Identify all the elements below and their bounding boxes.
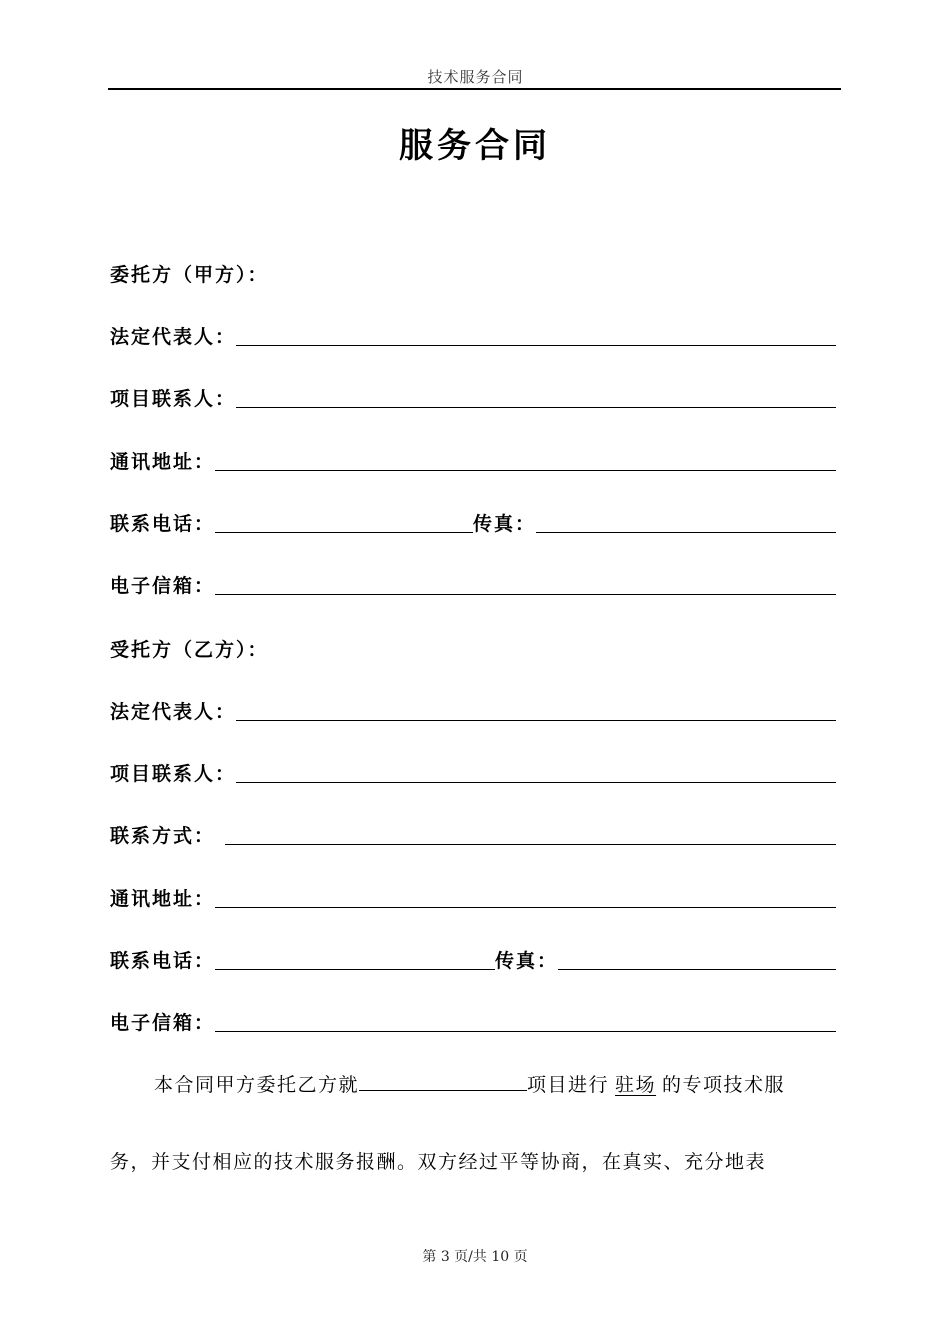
body-paragraph-line-2: 务，并支付相应的技术服务报酬。双方经过平等协商，在真实、充分地表 xyxy=(110,1151,767,1173)
header-rule xyxy=(108,88,841,90)
party-b-contact-method-blank[interactable] xyxy=(225,844,836,845)
party-a-phone-blank[interactable] xyxy=(215,532,473,533)
party-b-legal-rep-label: 法定代表人： xyxy=(110,701,237,723)
party-b-phone-blank[interactable] xyxy=(215,969,495,970)
party-a-legal-rep-blank[interactable] xyxy=(236,345,836,346)
page-header: 技术服务合同 xyxy=(427,68,524,86)
body-text-part-1: 本合同甲方委托乙方就 xyxy=(154,1074,360,1096)
party-b-email-blank[interactable] xyxy=(215,1031,836,1032)
party-a-fax-label: 传真： xyxy=(473,513,537,535)
party-b-contact-person-blank[interactable] xyxy=(236,782,836,783)
party-b-phone-label: 联系电话： xyxy=(110,950,216,972)
party-a-heading: 委托方（甲方）： xyxy=(110,264,269,286)
party-b-address-label: 通讯地址： xyxy=(110,888,216,910)
party-b-contact-person-label: 项目联系人： xyxy=(110,763,237,785)
party-b-contact-person-row xyxy=(110,755,836,787)
party-a-legal-rep-row xyxy=(110,318,836,350)
party-a-heading-row xyxy=(110,256,836,288)
project-name-blank[interactable] xyxy=(359,1070,527,1091)
party-a-address-blank[interactable] xyxy=(215,470,836,471)
party-a-phone-label: 联系电话： xyxy=(110,513,216,535)
party-b-address-row xyxy=(110,880,836,912)
body-text-part-3: 的专项技术服 xyxy=(662,1074,786,1096)
party-b-email-label: 电子信箱： xyxy=(110,1012,216,1034)
party-b-address-blank[interactable] xyxy=(215,907,836,908)
party-a-email-row xyxy=(110,567,836,599)
party-a-fax-blank[interactable] xyxy=(536,532,836,533)
party-a-address-label: 通讯地址： xyxy=(110,451,216,473)
party-a-address-row xyxy=(110,443,836,475)
body-text-part-2: 项目进行 xyxy=(527,1074,610,1096)
party-b-heading-row xyxy=(110,631,836,663)
document-title: 服务合同 xyxy=(399,126,551,166)
party-a-contact-person-blank[interactable] xyxy=(236,407,836,408)
party-a-email-label: 电子信箱： xyxy=(110,575,216,597)
party-a-contact-person-row xyxy=(110,380,836,412)
party-b-contact-method-row xyxy=(110,817,836,849)
party-b-email-row xyxy=(110,1004,836,1036)
party-b-legal-rep-blank[interactable] xyxy=(236,720,836,721)
party-a-contact-person-label: 项目联系人： xyxy=(110,388,237,410)
party-b-heading: 受托方（乙方）： xyxy=(110,639,269,661)
party-b-fax-blank[interactable] xyxy=(558,969,836,970)
party-a-legal-rep-label: 法定代表人： xyxy=(110,326,237,348)
party-a-phone-fax-row xyxy=(110,505,836,537)
party-b-fax-label: 传真： xyxy=(495,950,559,972)
party-b-contact-method-label: 联系方式： xyxy=(110,825,216,847)
page-footer: 第 3 页/共 10 页 xyxy=(422,1249,528,1265)
body-paragraph-line-1 xyxy=(110,1070,841,1099)
party-b-legal-rep-row xyxy=(110,693,836,725)
party-b-phone-fax-row xyxy=(110,942,836,974)
service-type-value: 驻场 xyxy=(615,1074,657,1096)
party-a-email-blank[interactable] xyxy=(215,594,836,595)
